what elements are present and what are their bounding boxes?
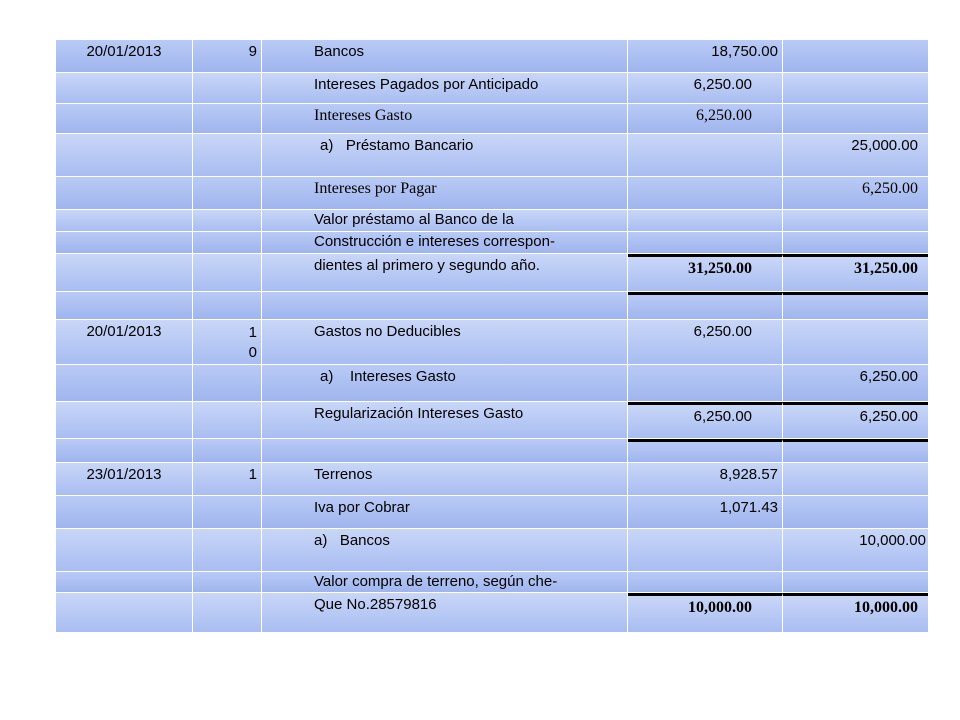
credit-cell: 25,000.00 xyxy=(783,134,928,176)
date-cell xyxy=(56,593,193,632)
account-cell: Intereses Gasto xyxy=(262,104,628,133)
debit-cell: 6,250.00 xyxy=(628,320,783,364)
date-cell xyxy=(56,177,193,209)
account-cell: Terrenos xyxy=(262,463,628,495)
account-cell: dientes al primero y segundo año. xyxy=(262,254,628,291)
table-row xyxy=(56,496,928,529)
table-row xyxy=(56,365,928,402)
account-cell: Intereses por Pagar xyxy=(262,177,628,209)
credit-total-cell: 31,250.00 xyxy=(783,254,928,291)
debit-cell xyxy=(628,210,783,231)
date-cell xyxy=(56,210,193,231)
credit-cell xyxy=(783,320,928,364)
entry-number-cell xyxy=(193,496,262,528)
table-row xyxy=(56,254,928,292)
credit-cell xyxy=(783,104,928,133)
account-cell: Iva por Cobrar xyxy=(262,496,628,528)
entry-number-cell xyxy=(193,210,262,231)
credit-total-cell: 6,250.00 xyxy=(783,402,928,438)
entry-number-cell xyxy=(193,292,262,319)
table-row xyxy=(56,210,928,232)
date-cell xyxy=(56,365,193,401)
credit-cell xyxy=(783,40,928,72)
table-row xyxy=(56,320,928,365)
table-row xyxy=(56,529,928,572)
account-cell: Construcción e intereses correspon- xyxy=(262,232,628,253)
date-cell xyxy=(56,439,193,462)
debit-cell: 8,928.57 xyxy=(628,463,783,495)
table-row xyxy=(56,463,928,496)
credit-cell xyxy=(783,439,928,462)
debit-total-cell: 10,000.00 xyxy=(628,593,783,632)
entry-number-cell xyxy=(193,104,262,133)
account-cell: a) Préstamo Bancario xyxy=(262,134,628,176)
credit-cell xyxy=(783,572,928,592)
date-cell xyxy=(56,292,193,319)
date-cell xyxy=(56,529,193,571)
entry-number-cell xyxy=(193,254,262,291)
account-cell: Valor compra de terreno, según che- xyxy=(262,572,628,592)
table-row xyxy=(56,73,928,104)
entry-number-cell: 9 xyxy=(193,40,262,72)
date-cell xyxy=(56,254,193,291)
account-cell: Valor préstamo al Banco de la xyxy=(262,210,628,231)
debit-cell xyxy=(628,572,783,592)
entry-number-stacked: 1 0 xyxy=(248,324,257,361)
account-cell: Bancos xyxy=(262,40,628,72)
journal-table xyxy=(56,40,928,632)
account-cell xyxy=(262,439,628,462)
debit-cell xyxy=(628,292,783,319)
table-row xyxy=(56,402,928,439)
date-cell: 20/01/2013 xyxy=(56,40,193,72)
account-cell xyxy=(262,292,628,319)
debit-cell xyxy=(628,134,783,176)
entry-number-cell xyxy=(193,529,262,571)
debit-cell: 6,250.00 xyxy=(628,73,783,103)
debit-cell: 6,250.00 xyxy=(628,104,783,133)
credit-cell xyxy=(783,496,928,528)
date-cell xyxy=(56,402,193,438)
account-cell: a) Bancos xyxy=(262,529,628,571)
entry-number-cell: 1 xyxy=(193,463,262,495)
credit-cell: 10,000.00 xyxy=(783,529,928,571)
account-cell: Que No.28579816 xyxy=(262,593,628,632)
date-cell xyxy=(56,104,193,133)
table-row xyxy=(56,177,928,210)
debit-cell: 18,750.00 xyxy=(628,40,783,72)
credit-cell xyxy=(783,292,928,319)
date-cell: 23/01/2013 xyxy=(56,463,193,495)
date-cell: 20/01/2013 xyxy=(56,320,193,364)
credit-cell xyxy=(783,232,928,253)
credit-cell: 6,250.00 xyxy=(783,177,928,209)
date-cell xyxy=(56,232,193,253)
debit-cell xyxy=(628,232,783,253)
credit-cell xyxy=(783,210,928,231)
table-row xyxy=(56,593,928,632)
account-cell: Gastos no Deducibles xyxy=(262,320,628,364)
table-row xyxy=(56,40,928,73)
table-row xyxy=(56,292,928,320)
credit-cell: 6,250.00 xyxy=(783,365,928,401)
debit-cell xyxy=(628,365,783,401)
credit-cell xyxy=(783,73,928,103)
table-row xyxy=(56,572,928,593)
account-cell: Regularización Intereses Gasto xyxy=(262,402,628,438)
table-row xyxy=(56,134,928,177)
entry-number-cell xyxy=(193,232,262,253)
entry-number-cell xyxy=(193,439,262,462)
date-cell xyxy=(56,496,193,528)
date-cell xyxy=(56,73,193,103)
table-row xyxy=(56,439,928,463)
entry-number-cell xyxy=(193,177,262,209)
debit-cell xyxy=(628,177,783,209)
debit-total-cell: 31,250.00 xyxy=(628,254,783,291)
debit-cell xyxy=(628,439,783,462)
entry-number-cell xyxy=(193,572,262,592)
entry-number-cell xyxy=(193,593,262,632)
debit-cell: 1,071.43 xyxy=(628,496,783,528)
account-cell: a) Intereses Gasto xyxy=(262,365,628,401)
entry-number-cell xyxy=(193,365,262,401)
entry-number-cell xyxy=(193,73,262,103)
date-cell xyxy=(56,134,193,176)
table-row xyxy=(56,232,928,254)
table-row xyxy=(56,104,928,134)
date-cell xyxy=(56,572,193,592)
entry-number-cell xyxy=(193,402,262,438)
account-cell: Intereses Pagados por Anticipado xyxy=(262,73,628,103)
debit-total-cell: 6,250.00 xyxy=(628,402,783,438)
debit-cell xyxy=(628,529,783,571)
credit-cell xyxy=(783,463,928,495)
entry-number-cell xyxy=(193,134,262,176)
entry-number-cell xyxy=(193,320,262,364)
credit-total-cell: 10,000.00 xyxy=(783,593,928,632)
